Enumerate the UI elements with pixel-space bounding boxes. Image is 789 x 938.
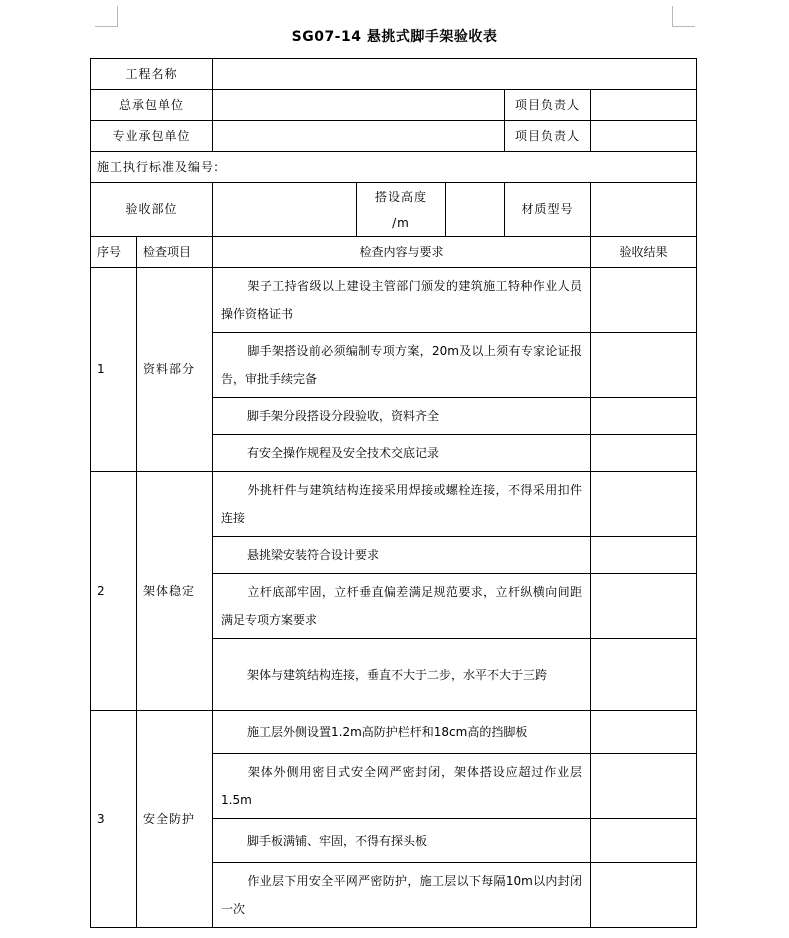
requirement-text: 立杆底部牢固，立杆垂直偏差满足规范要求，立杆纵横向间距满足专项方案要求: [221, 585, 583, 627]
result-cell[interactable]: [591, 754, 697, 819]
page-title: SG07-14 悬挑式脚手架验收表: [291, 29, 498, 45]
general-contractor-label: 总承包单位: [91, 90, 213, 121]
section-no: 3: [91, 711, 137, 928]
project-manager-field-1[interactable]: [591, 90, 697, 121]
row-project-name: [91, 59, 697, 90]
result-cell[interactable]: [591, 574, 697, 639]
erect-height-field[interactable]: [446, 183, 505, 237]
table-row: [91, 711, 697, 754]
requirement-text: 脚手板满铺、牢固，不得有探头板: [247, 833, 428, 848]
project-name-label: 工程名称: [91, 59, 213, 90]
acceptance-part-label: 验收部位: [91, 183, 213, 237]
project-name-field[interactable]: [213, 59, 697, 90]
section-no: 2: [91, 472, 137, 711]
requirement-text: 外挑杆件与建筑结构连接采用焊接或螺栓连接，不得采用扣件连接: [221, 483, 583, 525]
table-row: [91, 472, 697, 537]
specialty-contractor-label: 专业承包单位: [91, 121, 213, 152]
project-manager-field-2[interactable]: [591, 121, 697, 152]
result-cell[interactable]: [591, 435, 697, 472]
requirement-text: 脚手架分段搭设分段验收，资料齐全: [247, 409, 440, 423]
requirement-cell: [213, 754, 591, 819]
specialty-contractor-field[interactable]: [213, 121, 505, 152]
project-manager-label-1: 项目负责人: [505, 90, 591, 121]
result-cell[interactable]: [591, 268, 697, 333]
material-label: 材质型号: [505, 183, 591, 237]
row-general-contractor: [91, 90, 697, 121]
section-item: 安全防护: [137, 711, 213, 928]
requirement-cell: [213, 398, 591, 435]
erect-height-text: 搭设高度: [375, 189, 428, 204]
requirement-text: 架子工持省级以上建设主管部门颁发的建筑施工特种作业人员操作资格证书: [221, 279, 583, 321]
result-cell[interactable]: [591, 863, 697, 928]
acceptance-form-table: [90, 58, 697, 928]
general-contractor-field[interactable]: [213, 90, 505, 121]
section-item: 资料部分: [137, 268, 213, 472]
section-no: 1: [91, 268, 137, 472]
row-acceptance-part: [91, 183, 697, 237]
requirement-text: 施工层外侧设置1.2m高防护栏杆和18cm高的挡脚板: [247, 725, 528, 739]
requirement-cell: [213, 472, 591, 537]
requirement-cell: [213, 268, 591, 333]
requirement-text: 悬挑梁安装符合设计要求: [247, 548, 380, 562]
requirement-cell: [213, 435, 591, 472]
row-specialty-contractor: [91, 121, 697, 152]
requirement-text: 架体与建筑结构连接，垂直不大于二步，水平不大于三跨: [247, 667, 548, 682]
section-item: 架体稳定: [137, 472, 213, 711]
erect-height-label: [357, 183, 446, 237]
corner-mark-top-right: [672, 6, 695, 27]
requirement-text: 架体外侧用密目式安全网严密封闭，架体搭设应超过作业层1.5m: [221, 765, 583, 807]
result-cell[interactable]: [591, 472, 697, 537]
requirement-cell: [213, 863, 591, 928]
project-manager-label-2: 项目负责人: [505, 121, 591, 152]
result-cell[interactable]: [591, 333, 697, 398]
result-cell[interactable]: [591, 639, 697, 711]
acceptance-part-field[interactable]: [213, 183, 357, 237]
row-column-headers: [91, 237, 697, 268]
requirement-cell: [213, 537, 591, 574]
requirement-cell: [213, 711, 591, 754]
table-row: [91, 268, 697, 333]
result-cell[interactable]: [591, 537, 697, 574]
col-header-no: 序号: [91, 237, 137, 268]
result-cell[interactable]: [591, 711, 697, 754]
erect-height-unit: /m: [392, 215, 410, 230]
requirement-text: 脚手架搭设前必须编制专项方案，20m及以上须有专家论证报告，审批手续完备: [221, 344, 583, 386]
result-cell[interactable]: [591, 398, 697, 435]
corner-mark-top-left: [95, 6, 118, 27]
standard-label: 施工执行标准及编号:: [91, 152, 697, 183]
requirement-cell: [213, 639, 591, 711]
row-standard: [91, 152, 697, 183]
requirement-text: 有安全操作规程及安全技术交底记录: [247, 446, 440, 460]
requirement-cell: [213, 333, 591, 398]
col-header-content: 检查内容与要求: [213, 237, 591, 268]
result-cell[interactable]: [591, 819, 697, 863]
requirement-cell: [213, 574, 591, 639]
col-header-result: 验收结果: [591, 237, 697, 268]
col-header-item: 检查项目: [137, 237, 213, 268]
material-field[interactable]: [591, 183, 697, 237]
requirement-cell: [213, 819, 591, 863]
requirement-text: 作业层下用安全平网严密防护，施工层以下每隔10m以内封闭一次: [221, 874, 583, 916]
